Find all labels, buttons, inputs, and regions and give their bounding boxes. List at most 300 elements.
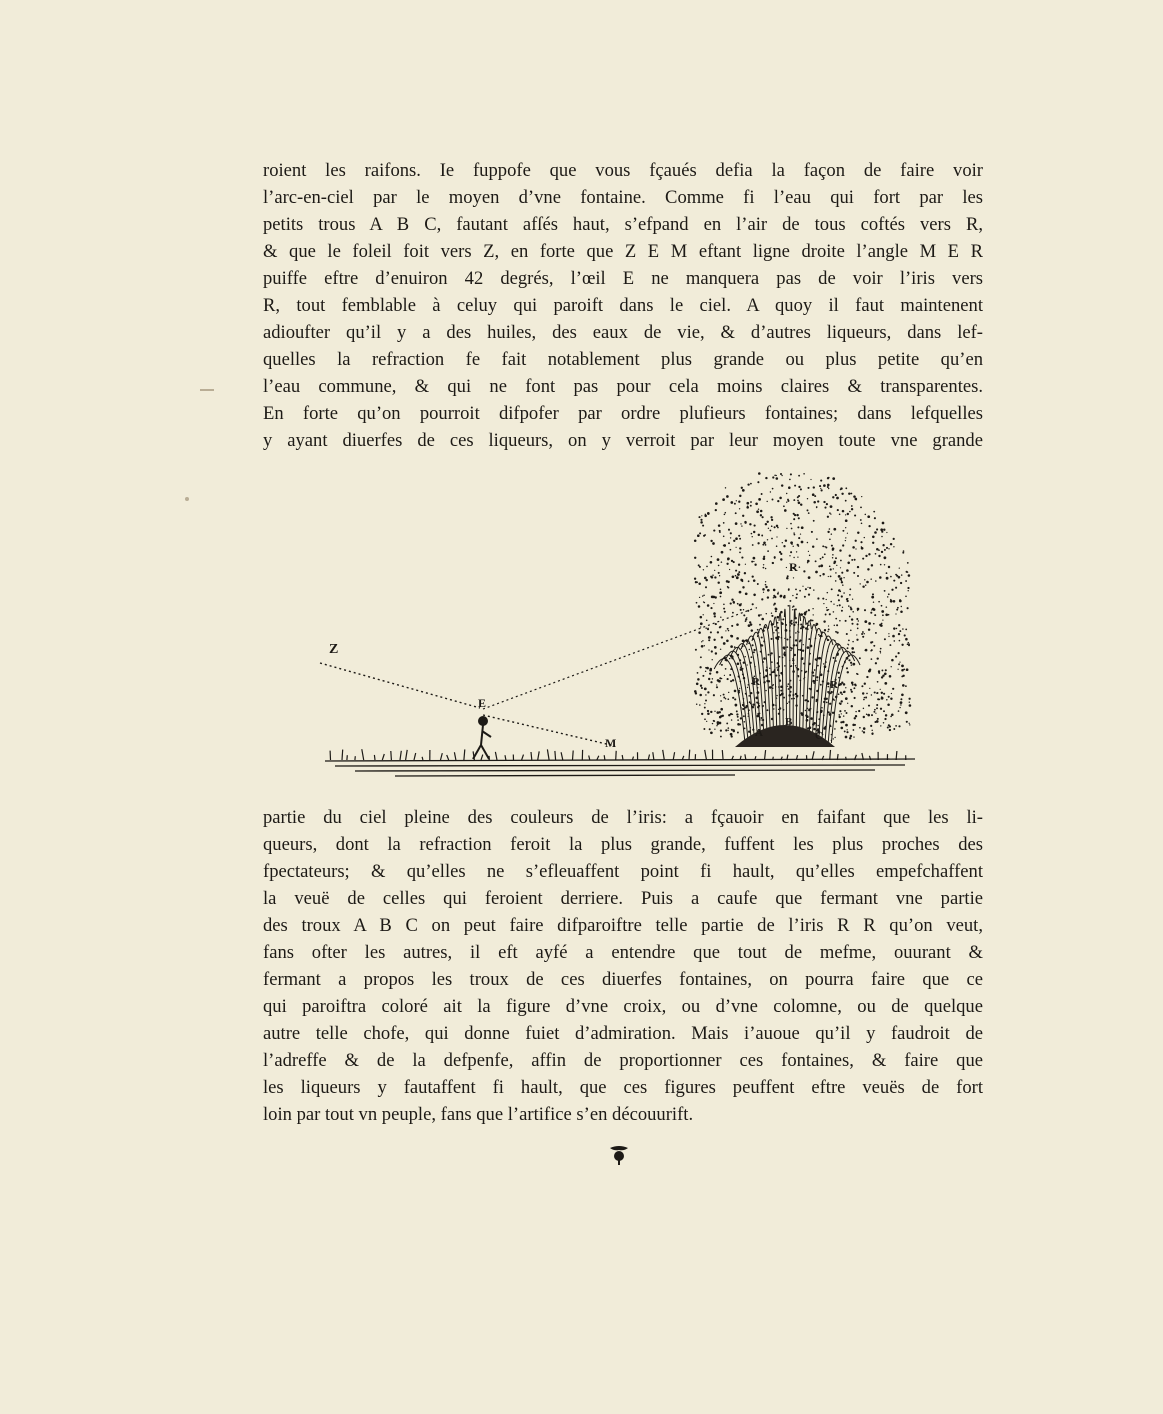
- spray-dot: [719, 677, 721, 679]
- spray-dot: [723, 545, 725, 547]
- spray-dot: [696, 602, 698, 604]
- spray-dot: [723, 697, 725, 699]
- spray-dot: [794, 617, 797, 620]
- spray-dot: [827, 484, 830, 487]
- grass-blade: [830, 750, 831, 760]
- spray-dot: [887, 596, 889, 598]
- spray-dot: [741, 525, 742, 526]
- spray-dot: [845, 724, 848, 727]
- spray-dot: [845, 736, 848, 739]
- spray-dot: [735, 547, 736, 548]
- spray-dot: [864, 579, 865, 580]
- spray-dot: [712, 575, 713, 576]
- spray-dot: [742, 708, 744, 710]
- spray-dot: [744, 572, 746, 574]
- spray-dot: [732, 612, 734, 614]
- spray-dot: [727, 698, 729, 700]
- spray-dot: [821, 489, 823, 491]
- spray-dot: [786, 528, 787, 529]
- spray-dot: [750, 501, 752, 503]
- spray-dot: [720, 736, 722, 738]
- spray-dot: [840, 560, 842, 562]
- spray-dot: [780, 473, 782, 475]
- spray-dot: [798, 545, 800, 547]
- label-b: B: [785, 716, 793, 728]
- spray-dot: [746, 506, 749, 509]
- spray-dot: [773, 597, 775, 599]
- spray-dot: [705, 627, 707, 629]
- text-line: fermant a propos les troux de ces diuerfes fontaines, on pourra faire que ce: [263, 969, 983, 990]
- spray-dot: [763, 557, 766, 560]
- spray-dot: [835, 494, 837, 496]
- spray-dot: [853, 729, 855, 731]
- text-line: l’arc-en-ciel par le moyen d’vne fontaine. Comme fi l’eau qui fort par les: [263, 187, 983, 208]
- text-line: fpectateurs; & qu’elles ne s’efleuaffent point fi hault, qu’elles empefchaffent: [263, 861, 983, 882]
- spray-dot: [905, 595, 907, 597]
- spray-dot: [845, 500, 847, 502]
- spray-dot: [823, 501, 825, 503]
- spray-dot: [878, 555, 880, 557]
- spray-dot: [829, 565, 831, 567]
- spray-dot: [888, 696, 890, 698]
- spray-dot: [888, 614, 890, 616]
- spray-dot: [845, 698, 847, 700]
- spray-dot: [882, 620, 883, 621]
- spray-dot: [793, 513, 795, 515]
- spray-dot: [795, 621, 797, 623]
- spray-dot: [873, 623, 875, 625]
- spray-dot: [808, 593, 810, 595]
- spray-dot: [721, 664, 723, 666]
- spray-dot: [782, 542, 783, 543]
- spray-dot: [905, 580, 907, 582]
- spray-dot: [847, 562, 850, 565]
- spray-dot: [765, 581, 766, 582]
- grass-blade: [653, 752, 654, 760]
- spray-dot: [825, 614, 827, 616]
- spray-dot: [838, 589, 841, 592]
- spray-dot: [750, 505, 752, 507]
- spray-dot: [800, 627, 802, 629]
- spray-dot: [845, 687, 846, 688]
- spray-dot: [864, 609, 866, 611]
- spray-dot: [791, 698, 793, 700]
- spray-dot: [868, 525, 870, 527]
- spray-dot: [730, 635, 733, 638]
- spray-dot: [868, 622, 871, 625]
- spray-dot: [818, 657, 821, 660]
- spray-dot: [770, 516, 772, 518]
- spray-dot: [712, 723, 713, 724]
- spray-dot: [821, 707, 823, 709]
- spray-dot: [788, 588, 790, 590]
- spray-dot: [740, 523, 741, 524]
- water-jet-line: [828, 651, 854, 743]
- spray-dot: [843, 691, 845, 693]
- spray-dot: [887, 726, 889, 728]
- spray-dot: [738, 535, 740, 537]
- grass-blade: [589, 756, 590, 761]
- spray-dot: [785, 539, 787, 541]
- grass-blade: [765, 750, 766, 760]
- spray-dot: [904, 634, 906, 636]
- spray-dot: [733, 561, 735, 563]
- spray-dot: [800, 639, 802, 641]
- spray-dot: [760, 717, 762, 719]
- spray-dot: [698, 605, 701, 608]
- spray-dot: [701, 515, 702, 516]
- spray-dot: [739, 724, 741, 726]
- spray-dot: [854, 724, 856, 726]
- spray-dot: [798, 502, 801, 505]
- spray-dot: [740, 609, 742, 611]
- spray-dot: [844, 730, 846, 732]
- spray-dot: [899, 599, 901, 601]
- spray-dot: [889, 644, 891, 646]
- spray-dot: [725, 512, 727, 514]
- spray-dot: [706, 667, 709, 670]
- spray-dot: [728, 630, 729, 631]
- spray-dot: [898, 663, 900, 665]
- spray-dot: [749, 523, 751, 525]
- spray-dot: [762, 516, 764, 518]
- spray-dot: [793, 557, 794, 558]
- spray-dot: [789, 479, 791, 481]
- spray-dot: [837, 605, 838, 606]
- spray-dot: [811, 696, 813, 698]
- spray-dot: [848, 644, 849, 645]
- spray-dot: [883, 722, 885, 724]
- spray-dot: [803, 570, 805, 572]
- spray-dot: [863, 699, 865, 701]
- spray-dot: [752, 575, 754, 577]
- spray-dot: [853, 572, 855, 574]
- grass-blade: [505, 755, 506, 760]
- spray-dot: [813, 501, 816, 504]
- spray-dot: [886, 547, 888, 549]
- spray-dot: [831, 691, 833, 693]
- spray-dot: [882, 522, 885, 525]
- spray-dot: [704, 515, 707, 518]
- spray-dot: [881, 605, 883, 607]
- spray-dot: [895, 587, 897, 589]
- spray-dot: [800, 623, 802, 625]
- spray-dot: [757, 629, 759, 631]
- spray-dot: [887, 704, 890, 707]
- text-line: loin par tout vn peuple, fans que l’artifice s’en découurift.: [263, 1104, 694, 1125]
- spray-dot: [873, 711, 875, 713]
- label-m: M: [605, 736, 617, 750]
- spray-dot: [877, 698, 879, 700]
- spray-dot: [770, 491, 771, 492]
- spray-dot: [758, 472, 761, 475]
- spray-dot: [774, 526, 776, 528]
- spray-dot: [850, 662, 852, 664]
- spray-dot: [740, 667, 741, 668]
- spray-dot: [705, 586, 707, 588]
- spray-dot: [714, 729, 715, 730]
- spray-dot: [893, 546, 894, 547]
- spray-dot: [838, 714, 840, 716]
- spray-dot: [901, 574, 902, 575]
- spray-dot: [854, 514, 856, 516]
- spray-dot: [739, 495, 741, 497]
- spray-dot: [901, 694, 904, 697]
- spray-dot: [713, 530, 715, 532]
- spray-dot: [891, 659, 894, 662]
- spray-dot: [861, 547, 864, 550]
- spray-dot: [763, 592, 764, 593]
- spray-dot: [884, 556, 887, 559]
- spray-dot: [855, 540, 857, 542]
- spray-dot: [694, 557, 696, 559]
- spray-dot: [855, 548, 856, 549]
- spray-dot: [899, 630, 901, 632]
- spray-dot: [781, 623, 783, 625]
- spray-dot: [772, 488, 774, 490]
- spray-dot: [704, 707, 706, 709]
- spray-dot: [871, 641, 873, 643]
- spray-dot: [856, 673, 858, 675]
- grass-blade: [846, 757, 847, 760]
- spray-dot: [724, 514, 726, 516]
- grass-blade: [391, 751, 392, 760]
- spray-dot: [725, 668, 727, 670]
- spray-dot: [884, 564, 885, 565]
- spray-dot: [856, 634, 857, 635]
- spray-dot: [704, 688, 707, 691]
- spray-dot: [849, 588, 851, 590]
- spray-dot: [714, 596, 716, 598]
- spray-dot: [720, 695, 721, 696]
- spray-dot: [841, 713, 842, 714]
- spray-dot: [726, 563, 728, 565]
- spray-dot: [826, 607, 827, 608]
- spray-dot: [850, 629, 852, 631]
- spray-dot: [730, 549, 732, 551]
- spray-dot: [729, 658, 730, 659]
- spray-dot: [722, 498, 725, 501]
- spray-dot: [706, 721, 707, 722]
- spray-dot: [824, 629, 826, 631]
- spray-dot: [838, 693, 840, 695]
- spray-dot: [786, 577, 788, 579]
- spray-dot: [762, 588, 765, 591]
- spray-dot: [832, 549, 834, 551]
- spray-dot: [842, 544, 844, 546]
- spray-dot: [841, 595, 843, 597]
- spray-dot: [730, 501, 733, 504]
- spray-dot: [875, 713, 876, 714]
- spray-dot: [879, 576, 882, 579]
- spray-dot: [839, 549, 841, 551]
- spray-dot: [749, 649, 750, 650]
- spray-dot: [729, 569, 730, 570]
- spray-dot: [700, 656, 702, 658]
- spray-dot: [880, 564, 882, 566]
- spray-dot: [696, 581, 698, 583]
- spray-dot: [900, 704, 901, 705]
- spray-dot: [840, 567, 841, 568]
- spray-dot: [780, 553, 782, 555]
- spray-dot: [714, 570, 715, 571]
- spray-dot: [727, 581, 729, 583]
- spray-dot: [702, 640, 703, 641]
- spray-dot: [700, 616, 703, 619]
- spray-dot: [743, 614, 745, 616]
- spray-dot: [832, 557, 834, 559]
- spray-dot: [727, 587, 729, 589]
- spray-dot: [737, 662, 740, 665]
- spray-dot: [807, 560, 810, 563]
- spray-dot: [728, 730, 729, 731]
- spray-dot: [699, 566, 701, 568]
- spray-dot: [739, 508, 740, 509]
- spray-dot: [863, 731, 865, 733]
- spray-dot: [875, 632, 877, 634]
- spray-dot: [895, 574, 897, 576]
- text-line: y ayant diuerfes de ces liqueurs, on y verroit par leur moyen toute vne grande: [263, 430, 983, 451]
- spray-dot: [791, 528, 793, 530]
- spray-dot: [871, 714, 873, 716]
- spray-dot: [855, 711, 856, 712]
- grass-blade: [663, 750, 665, 760]
- spray-dot: [792, 595, 793, 596]
- spray-dot: [739, 552, 741, 554]
- text-line: l’adreffe & de la defpenfe, affin de proportionner ces fontaines, & faire que: [263, 1050, 983, 1071]
- spray-dot: [783, 545, 785, 547]
- spray-dot: [742, 489, 745, 492]
- spray-dot: [876, 704, 878, 706]
- spray-dot: [792, 609, 793, 610]
- spray-dot: [788, 486, 791, 489]
- spray-dot: [721, 561, 723, 563]
- spray-dot: [888, 548, 889, 549]
- spray-dot: [851, 682, 854, 685]
- spray-dot: [829, 703, 830, 704]
- spray-dot: [857, 531, 859, 533]
- spray-dot: [793, 605, 795, 607]
- spray-dot: [855, 715, 857, 717]
- spray-dot: [707, 513, 709, 515]
- spray-dot: [828, 576, 829, 577]
- grass-blade: [464, 749, 465, 760]
- spray-dot: [726, 722, 728, 724]
- spray-dot: [798, 537, 800, 539]
- spray-dot: [732, 697, 734, 699]
- spray-dot: [823, 620, 825, 622]
- spray-dot: [708, 649, 709, 650]
- spray-dot: [866, 676, 868, 678]
- spray-dot: [893, 728, 895, 730]
- spray-dot: [880, 652, 881, 653]
- spray-dot: [891, 666, 892, 667]
- spray-dot: [756, 510, 759, 513]
- spray-dot: [789, 555, 790, 556]
- spray-dot: [864, 683, 866, 685]
- spray-dot: [730, 645, 733, 648]
- spray-dot: [818, 634, 820, 636]
- spray-dot: [848, 605, 850, 607]
- spray-dot: [807, 562, 808, 563]
- spray-dot: [849, 737, 851, 739]
- spray-dot: [890, 600, 893, 603]
- spray-dot: [842, 584, 844, 586]
- spray-dot: [885, 714, 887, 716]
- spray-dot: [700, 685, 702, 687]
- spray-dot: [758, 534, 760, 536]
- spray-dot: [793, 577, 794, 578]
- spray-dot: [795, 589, 797, 591]
- spray-dot: [862, 585, 864, 587]
- spray-dot: [730, 537, 731, 538]
- spray-dot: [866, 693, 868, 695]
- spray-dot: [886, 577, 889, 580]
- spray-dot: [841, 572, 843, 574]
- spray-dot: [789, 600, 791, 602]
- spray-dot: [847, 647, 849, 649]
- spray-dot: [831, 588, 833, 590]
- spray-dot: [807, 587, 808, 588]
- spray-dot: [828, 488, 829, 489]
- spray-dot: [861, 496, 862, 497]
- spray-dot: [876, 548, 879, 551]
- spray-dot: [833, 657, 835, 659]
- spray-dot: [734, 698, 736, 700]
- spray-dot: [742, 515, 744, 517]
- spray-dot: [733, 602, 735, 604]
- spray-dot: [859, 727, 861, 729]
- spray-dot: [827, 592, 829, 594]
- spray-dot: [867, 714, 870, 717]
- spray-dot: [802, 657, 804, 659]
- spray-dot: [813, 520, 815, 522]
- spray-dot: [747, 687, 748, 688]
- grass-blade: [622, 755, 623, 760]
- spray-dot: [871, 730, 872, 731]
- spray-dot: [896, 628, 897, 629]
- spray-dot: [748, 695, 750, 697]
- spray-dot: [737, 603, 739, 605]
- spray-dot: [740, 579, 742, 581]
- spray-dot: [898, 576, 901, 579]
- spray-dot: [851, 618, 853, 620]
- spray-dot: [747, 664, 748, 665]
- spray-dot: [857, 628, 859, 630]
- spray-dot: [836, 624, 838, 626]
- spray-dot: [771, 615, 773, 617]
- spray-dot: [734, 690, 737, 693]
- spray-dot: [784, 509, 787, 512]
- spray-dot: [808, 638, 810, 640]
- spray-dot: [881, 536, 883, 538]
- spray-dot: [827, 631, 828, 632]
- spray-dot: [761, 618, 764, 621]
- spray-dot: [826, 609, 828, 611]
- spray-dot: [899, 640, 901, 642]
- spray-dot: [865, 696, 866, 697]
- spray-dot: [811, 531, 813, 533]
- spray-dot: [777, 500, 779, 502]
- spray-dot: [893, 580, 895, 582]
- spray-dot: [808, 551, 809, 552]
- spray-dot: [835, 720, 837, 722]
- spray-dot: [867, 568, 869, 570]
- spray-dot: [813, 589, 814, 590]
- text-line: fans ofter les autres, il eft ayfé a entendre que tout de mefme, ouurant &: [263, 942, 983, 963]
- spray-dot: [745, 618, 747, 620]
- grass-blade: [689, 750, 690, 760]
